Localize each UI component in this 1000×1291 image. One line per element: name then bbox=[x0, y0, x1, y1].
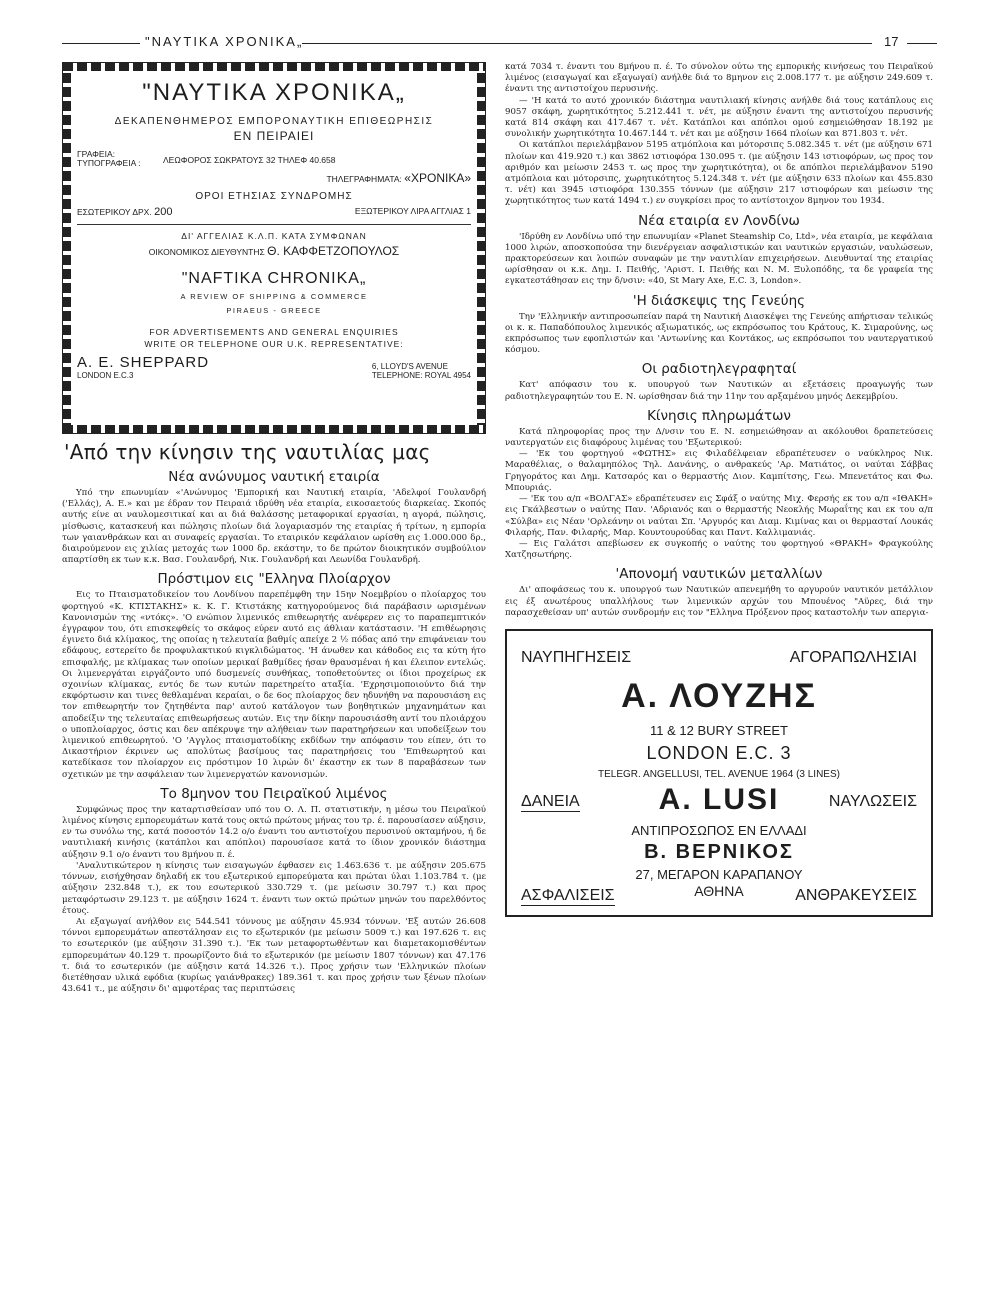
article-heading: 'Η διάσκεψις της Γενεύης bbox=[632, 292, 806, 309]
ad-city: LONDON E.C. 3 bbox=[646, 742, 792, 763]
editor-line: ΟΙΚΟΝΟΜΙΚΟΣ ΔΙΕΥΘΥΝΤΗΣ Θ. ΚΑΦΦΕΤΖΟΠΟΥΛΟΣ bbox=[148, 244, 400, 258]
offices-label: ΓΡΑΦΕΙΑ: bbox=[77, 149, 115, 159]
article-paragraph: Οι κατάπλοι περιελάμβανον 5195 ατμόπλοια και μότορσιπς 5.082.345 τ. νέτ (με αύξησιν 671 πλοίων και 419.920 τ.) και 3862 ιστιοφόρα 130.095 τ. (με αύξησιν 143 ιστιοφόρων, ως προς τον αριθμόν και μείωσιν 2453 τ. ως προς την χωρητικότητα), οι δε απόπλοι περιελάμβανον 5190 ατμόπλοια και μότορσιπς, χωρητικότητος 5.124.348 τ. νέτ (με αύξησιν 633 πλοίων και 455.830 τ. νέτ) και 3945 ιστιοφόρα 130.355 τόννων (με αύξησιν 217 ιστιοφόρων και μείωσιν της χωρητικότητος των κατά 1494 τ.) εν συγκρίσει προς το αντίστοιχον 8μηνον του 1934. bbox=[505, 140, 933, 207]
uk-representative bbox=[77, 354, 471, 380]
article-paragraph: Υπό την επωνυμίαν «'Ανώνυμος 'Εμπορική και Ναυτική εταιρία, 'Αδελφοί Γουλανδρή ('Ελλάς), Α. Ε.» και με έδραν τον Πειραιά ιδρύθη νέα εταιρία, εικοσαετούς διαρκείας. Σκοπός αυτής είνε αι ναυλομεσιτικαί και αι διά θαλάσσης μεταφορικαί εργασίαι, η αγορά, πώλησις, μίσθωσις, κατασκευή και πώλησις πλοίων διά λογαριασμόν της εταιρίας ή τρίτων, η εμπορία των γαιανθράκων και αι συναφείς εργασίαι. Το εταιρικόν κεφάλαιον ωρίσθη εις 1.000.000 δρ., διαιρούμενον εις χιλίας μετοχάς των 1000 δρ. εκάστην, το δε πρώτον διοικητικόν συμβούλιον απαρτίσθη εκ των κ.κ. Βασ. Γουλανδρή, Νικ. Γουλανδρή και Λεωνίδα Γουλανδρή. bbox=[62, 488, 486, 566]
domestic-label: ΕΣΩΤΕΡΙΚΟΥ ΔΡΧ. bbox=[77, 207, 152, 217]
foreign-price: ΕΞΩΤΕΡΙΚΟΥ ΛΙΡΑ ΑΓΓΛΙΑΣ 1 bbox=[354, 206, 471, 216]
representative-telephone: TELEPHONE: ROYAL 4954 bbox=[371, 371, 471, 380]
ad-street: 11 & 12 BURY STREET bbox=[649, 722, 788, 738]
advertisement-lousis bbox=[505, 629, 933, 917]
ad-corner-text: ΑΓΟΡΑΠΩΛΗΣΙΑΙ bbox=[789, 648, 917, 666]
header-rule bbox=[907, 43, 937, 44]
ad-corner-text: ΑΣΦΑΛΙΣΕΙΣ bbox=[521, 886, 615, 904]
london-address: LONDON E.C.3 bbox=[77, 371, 134, 380]
masthead bbox=[62, 62, 486, 434]
representative-name: A. E. SHEPPARD bbox=[77, 354, 210, 371]
page-number: 17 bbox=[884, 34, 899, 49]
article-paragraph: — Εις Γαλάτσι απεβίωσεν εκ συγκοπής ο ναύτης του φορτηγού «ΘΡΑΚΗ» Φραγκούλης Χατζησωτήρης. bbox=[505, 538, 933, 561]
ad-agent-label: ΑΝΤΙΠΡΟΣΩΠΟΣ ΕΝ ΕΛΛΑΔΙ bbox=[631, 822, 807, 838]
printing-label: ΤΥΠΟΓΡΑΦΕΙΑ : bbox=[77, 158, 141, 168]
advertising-line-2: WRITE OR TELEPHONE OUR U.K. REPRESENTATIVE: bbox=[144, 339, 404, 349]
article-paragraph: Κατ' απόφασιν του κ. υπουργού των Ναυτικών αι εξετάσεις προαγωγής των ραδιοτηλεγραφητών του Ε. Ν. ωρίσθησαν διά την 11ην του αρξαμένου μηνός Δεκεμβρίου. bbox=[505, 380, 933, 402]
domestic-price: 200 bbox=[154, 206, 173, 218]
article-paragraph: — 'Η κατά το αυτό χρονικόν διάστημα ναυτιλιακή κίνησις ανήλθε διά τους κατάπλους εις 9057 σκάφη, χωρητικότητος 5.212.441 τ. νέτ, με αύξησιν έναντι της αντιστοίχου περυσινής κατά 814 σκάφη και 417.467 τ. νέτ. Κατάπλοι και απόπλοι ομού εσημειώθησαν 18.192 με συνολικήν χωρητικότητα 10.467.144 τ. νέτ και με αύξησιν 1664 πλοίων και 871.803 τ. νέτ. bbox=[505, 95, 933, 140]
article-heading: Πρόστιμον εις "Ελληνα Πλοίαρχον bbox=[157, 571, 391, 588]
subscription-terms: ΟΡΟΙ ΕΤΗΣΙΑΣ ΣΥΝΔΡΟΜΗΣ bbox=[195, 191, 353, 202]
piraeus-line: PIRAEUS - GREECE bbox=[226, 306, 322, 315]
header-rule bbox=[302, 43, 872, 44]
latin-title: "NAFTIKA CHRONIKA„ bbox=[181, 270, 367, 287]
review-line: A REVIEW OF SHIPPING & COMMERCE bbox=[180, 292, 368, 301]
article-paragraph: Αι εξαγωγαί ανήλθον εις 544.541 τόννους με αύξησιν 45.934 τόννων. 'Εξ αυτών 26.608 τόννοι εμπορευμάτων απεστάλησαν εις το εξωτερικόν (με μείωσιν 5009 τ.) και 197.626 τ. εις το εσωτερικόν (με αύξησιν 31.390 τ.). 'Εκ των μεταφορτωθέντων και διαμετακομισθέντων εμπορευμάτων 40.129 τ. προωρίζοντο διά το εξωτερικόν (με μείωσιν 1807 τόννων) και 47.176 τ. διά το εσωτερικόν (με αύξησιν κατά 14.326 τ.). Προς χρήσιν των 'Ελληνικών πλοίων διετέθησαν υλικά εφόδια (κυρίως γαιάνθρακες) 189.361 τ. και προς χρήσιν των ξένων πλοίων 43.641 τ., με αύξησιν δι' αμφοτέρας τας περιπτώσεις bbox=[62, 916, 486, 995]
article-paragraph: Εις το Πταισματοδικείον του Λονδίνου παρεπέμφθη την 15ην Νοεμβρίου ο πλοίαρχος του φορτηγού «Κ. ΚΤΙΣΤΑΚΗΣ» κ. Κ. Γ. Κτιστάκης κατηγορούμενος διά παράβασιν ωρισμένων Κανονισμών της «ντόκς». 'Ο ενώπιον λιμενικός επιθεωρητής ανέφερεν εις το παραπεμπτικόν έγγραφον του, ότι επισκεφθείς το σκάφος εύρεν αυτό εις άθλιαν κατάστασιν. 'Η επιθέωρησις έγινετο διά κλίμακος, της οποίας η τελευταία βαθμίς απείχε 2 ½ πόδας από την επιφάνειαν του εδάφους, εστερείτο δε προφυλακτικού κιγκλιδώματος. 'Η άνωθεν και κάθοδος εις τα κύτη ήτο επισφαλής, με κλίμακας των οποίων μερικαί βαθμίδες ήσαν θραυσμέναι ή και έλειπον εντελώς. Οι λιμενεργάται ειργάζοντο υπό δυσμενείς συνθήκας, τοποθετούντες οι ίδιοι προχείρως εκ σχοινίων κλίμακας, εντός δε των κυτών παρετηρείτο αταξία. 'Εχρησιμοποιούντο διά την εκφόρτωσιν και τινες θεθλαμέναι κεραίαι, ο δε 6ος πλοίαρχος δεν ηδυνήθη να παρουσιάση εις τον επιθεωρητήν τον ζητηθέντα παρ' αυτού κατάλογον των βοηθητικών μηχανημάτων και αποδείξιν της τελευταίας επιθεωρήσεως αυτών. Εις την δίκην παρουσιάσθη αντί του πλοιάρχου ο υποπλοίαρχος, όστις και δεν απέκρυψε την αλήθειαν των παρατηρήσεων και υποδείξεων του λιμενικού επιθεωρητού. 'Ο 'Αγγλος πταισματοδίκης εκδίδων την απόφασιν του είπεν, ότι το Δικαστήριον έκρινεν ως απολύτως βασίμους τας παρατηρήσεις του 'Επιθεωρητού και κατεδίκασε τον πλοίαρχον εις πρόστιμον 10 λιρών δι' έκαστην εκ των 8 παραβάσεων των σχετικών με την ασφάλειαν των λιμενεργατών κανονισμών. bbox=[62, 590, 486, 780]
ad-agent-city: ΑΘΗΝΑ bbox=[694, 882, 744, 899]
article-paragraph: 'Ιδρύθη εν Λονδίνω υπό την επωνυμίαν «Planet Steamship Co, Ltd», νέα εταιρία, με κεφάλαια 1000 λιρών, αποσκοπούσα την διενέργειαν ασφαλιστικών και ναυτικών εργασιών, ναυλώσεων, πρακτορεύσεων και λοιπών συναφών με την ναυτιλίαν επιχειρήσεων. Διευθυνταί της εταιρίας ωρίσθησαν οι κ.κ. Δημ. Ι. Πειθής, 'Αριστ. Ι. Πειθής και Ν. Μ. Ξυλοπόδης, τα δε γραφεία της εγκατεστάθησαν εις την δ/νσιν: «40, St Mary Axe, E.C. 3, London». bbox=[505, 231, 933, 287]
article-heading: Νέα εταιρία εν Λονδίνω bbox=[638, 212, 800, 229]
article-heading: Το 8μηνον του Πειραϊκού λιμένος bbox=[160, 785, 388, 802]
article-paragraph: Δι' αποφάσεως του κ. υπουργού των Ναυτικών απενεμήθη το αργυρούν ναυτικόν μετάλλιον εις έξ ανωτέρους υπαλλήλους των λιμενικών αρχών του Μπουένος "Αϋρες, διά την παρασχεθείσαν υπ' αυτών συνδρομήν εις τον "Ελληνα Πρόξενον προς καταστολήν των απεργια- bbox=[505, 585, 933, 618]
article-heading: 'Απονομή ναυτικών μεταλλίων bbox=[615, 566, 823, 583]
ads-terms: ΔΙ' ΑΓΓΕΛΙΑΣ Κ.Λ.Π. ΚΑΤΑ ΣΥΜΦΩΝΑΝ bbox=[181, 231, 367, 241]
ad-agent-address: 27, ΜΕΓΑΡΟΝ ΚΑΡΑΠΑΝΟΥ bbox=[635, 866, 803, 882]
article-paragraph: 'Αναλυτικώτερον η κίνησις των εισαγωγών έφθασεν εις 1.463.636 τ. με αύξησιν 205.675 τόννων, εισήχθησαν δηλαδή εκ του εξωτερικού εμπορεύματα και πρώται ύλαι 1.103.784 τ. (με αύξησιν 232.848 τ.), εκ του εσωτερικού 330.729 τ. (με μείωσιν 30.797 τ.) και προς μεταφόρτωσιν 29.123 τ. με αύξησιν 1624 τ. έναντι των οκτώ πρώτων μηνών του παρελθόντος έτους. bbox=[62, 860, 486, 916]
masthead-city: ΕΝ ΠΕΙΡΑΙΕΙ bbox=[233, 129, 315, 143]
ad-side-text: ΔΑΝΕΙΑ bbox=[521, 792, 580, 810]
ad-latin-name: A. LUSI bbox=[658, 782, 780, 816]
ad-agent-name: Β. ΒΕΡΝΙΚΟΣ bbox=[644, 840, 794, 863]
article-paragraph: Συμφώνως προς την καταρτισθείσαν υπό του Ο. Λ. Π. στατιστικήν, η μέσω του Πειραϊκού λιμένος κίνησις εμπορευμάτων κατά τους οκτώ πρώτους μήνας του τρ. έ. παρουσίασεν αύξησιν, εν τω συνόλω της, κατά ποσοστόν 14.2 ο/ο έναντι του αντιστοίχου περυσινού οκταμήνου, ή δε ναυτιλιακή κινήσις (κατάπλοι και απόπλοι) παρουσίασε κατά το ίδιον χρονικόν διάστημα αύξησιν 9.1 ο/ο έναντι του 8μήνου π. έ. bbox=[62, 804, 486, 860]
article-heading: Νέα ανώνυμος ναυτική εταιρία bbox=[168, 469, 380, 485]
article-paragraph: — 'Εκ του α/π «ΒΟΛΓΑΣ» εδραπέτευσεν εις Σφάξ ο ναύτης Μιχ. Φερσής εκ του α/π «ΙΘΑΚΗ» εις Γκάλβεστων ο ναύτης Παν. 'Αδριανός και ο θερμαστής Νεοκλής Μωραΐτης και εκ του α/π «Σύλβα» εις Νέαν 'Ορλεάνην οι ναύται Σπ. 'Αργυρός και Διαμ. Κιμίνας και οι θερμασταί Λουκάς Φιλαρής, Παν. Φιλαρής, Μαρ. Κουντουρούδας και Παντ. Καλλιμανιάς. bbox=[505, 494, 933, 538]
article-paragraph: κατά 7034 τ. έναντι του 8μήνου π. έ. Το σύνολον ούτω της εμπορικής κινήσεως του Πειραϊκού λιμένος (εισαγωγαί και εξαγωγαί) ανήλθε διά το 8μηνον εις 2.008.177 τ. με αύξησιν 249.609 τ. έναντι της αντιστοίχου περυσινής. bbox=[505, 62, 933, 95]
ad-side-text: ΝΑΥΛΩΣΕΙΣ bbox=[828, 792, 917, 810]
masthead-subtitle: ΔΕΚΑΠΕΝΘΗΜΕΡΟΣ ΕΜΠΟΡΟΝΑΥΤΙΚΗ ΕΠΙΘΕΩΡΗΣΙΣ bbox=[114, 116, 434, 127]
running-title: "ΝΑΥΤΙΚΑ ΧΡΟΝΙΚΑ„ bbox=[145, 34, 304, 49]
ad-corner-text: ΑΝΘΡΑΚΕΥΣΕΙΣ bbox=[795, 886, 917, 904]
ad-company-name: Α. ΛΟΥΖΗΣ bbox=[621, 676, 817, 715]
article-paragraph: Την 'Ελληνικήν αντιπροσωπείαν παρά τη Ναυτική Διασκέψει της Γενεύης απήρτισαν τελικώς οι κ. κ. Παπαδόπουλος λιμενικός αξιωματικός, ως εκπρόσωπος του Κράτους, Κ. Σιμαρούνης, ως εκπρόσωπος των εφοπλιστών και 'Αντωνίνης και Κοντάκος, ως εκπρόσωποι του ναυτεργατικού κόσμου. bbox=[505, 311, 933, 356]
advertising-line-1: FOR ADVERTISEMENTS AND GENERAL ENQUIRIES bbox=[149, 327, 399, 337]
article-heading: Κίνησις πληρωμάτων bbox=[647, 407, 791, 424]
telegram-address: ΤΗΛΕΓΡΑΦΗΜΑΤΑ: «ΧΡΟΝΙΚΑ» bbox=[326, 171, 471, 185]
ad-corner-text: ΝΑΥΠΗΓΗΣΕΙΣ bbox=[521, 648, 632, 666]
article-paragraph: Κατά πληροφορίας προς την Δ/νσιν του Ε. Ν. εσημειώθησαν αι ακόλουθοι δραπετεύσεις ναυτεργατών εις διαφόρους λιμένας του 'Εξωτερικού: bbox=[505, 426, 933, 449]
article-heading: Οι ραδιοτηλεγραφηταί bbox=[641, 361, 797, 378]
header-rule bbox=[62, 43, 140, 44]
ad-telegraph: TELEGR. ANGELLUSI, TEL. AVENUE 1964 (3 LINES) bbox=[598, 768, 840, 780]
running-header bbox=[62, 34, 938, 54]
offices-address: ΛΕΩΦΟΡΟΣ ΣΩΚΡΑΤΟΥΣ 32 ΤΗΛΕΦ 40.658 bbox=[163, 155, 336, 165]
left-column bbox=[62, 62, 486, 995]
representative-address: 6, LLOYD'S AVENUE bbox=[371, 362, 448, 371]
subscription-prices bbox=[77, 206, 471, 218]
right-column bbox=[505, 62, 933, 917]
masthead-offices bbox=[77, 149, 471, 187]
article-paragraph: — 'Εκ του φορτηγού «ΦΩΤΗΣ» εις Φιλαδέλφειαν εδραπέτευσεν ο ναύκληρος Νικ. Μαραθέλιας, ο θαλαμηπόλος Τηλ. Δανάνης, ο ανθρακεύς 'Αρ. Ματιάτος, οι ναύται Σάββας Γρηγοράτος και Δημ. Κατσαρός και ο θερμαστής Διον. Καμπίτσης, Γεω. Μπενετάτος και Φω. Μπουριάς. bbox=[505, 449, 933, 493]
masthead-title: "ΝΑΥΤΙΚΑ ΧΡΟΝΙΚΑ„ bbox=[142, 79, 406, 106]
main-heading: 'Από την κίνησιν της ναυτιλίας μας bbox=[64, 440, 431, 464]
